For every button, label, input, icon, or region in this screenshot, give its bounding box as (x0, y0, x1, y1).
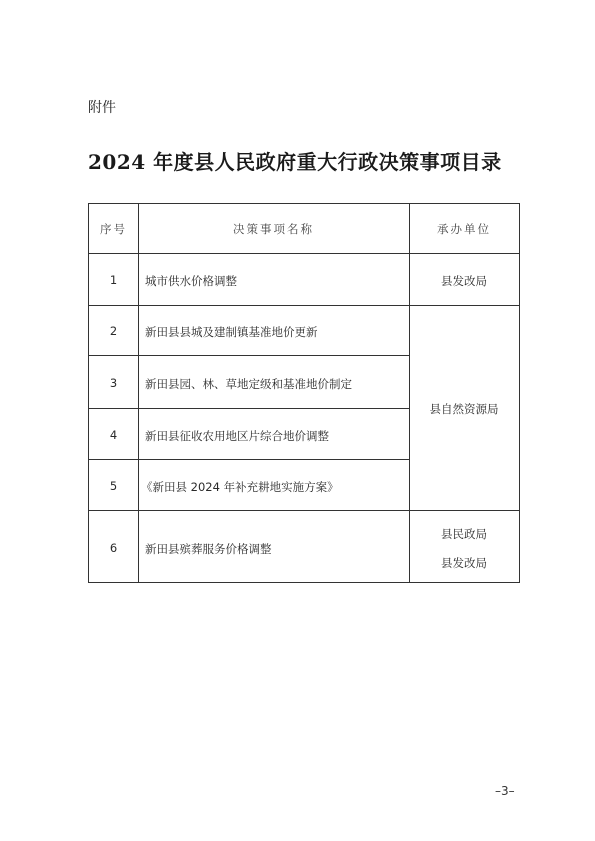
row-4-name: 新田县征收农用地区片综合地价调整 (145, 429, 329, 443)
row-divider-1 (89, 305, 519, 306)
page-number: –3– (495, 784, 515, 798)
row-2-seq: 2 (109, 324, 118, 338)
row-4-seq: 4 (109, 428, 118, 442)
row-6-seq: 6 (109, 541, 118, 555)
header-seq: 序号 (100, 222, 127, 236)
header-name: 决策事项名称 (233, 222, 314, 236)
row-divider-4 (89, 459, 409, 460)
decision-catalog-table (88, 203, 520, 583)
row-6-unit-line-2: 县发改局 (441, 556, 487, 570)
row-6-name: 新田县殡葬服务价格调整 (145, 542, 272, 556)
row-divider-2 (89, 355, 409, 356)
header-unit: 承办单位 (437, 222, 491, 236)
rows-2-5-unit: 县自然资源局 (429, 402, 499, 416)
row-divider-5 (89, 510, 519, 511)
row-6-unit-line-1: 县民政局 (441, 527, 487, 541)
row-2-name: 新田县县城及建制镇基准地价更新 (145, 325, 318, 339)
col-divider-seq (138, 204, 139, 582)
row-5-name: 《新田县 2024 年补充耕地实施方案》 (141, 480, 339, 494)
document-title: 2024 年度县人民政府重大行政决策事项目录 (88, 150, 502, 174)
row-3-name: 新田县园、林、草地定级和基准地价制定 (145, 377, 352, 391)
row-divider-3 (89, 408, 409, 409)
header-divider (89, 253, 519, 254)
attachment-label: 附件 (88, 100, 116, 116)
row-3-seq: 3 (109, 376, 118, 390)
row-1-name: 城市供水价格调整 (145, 274, 237, 288)
row-5-seq: 5 (109, 479, 118, 493)
row-1-seq: 1 (109, 273, 118, 287)
row-1-unit: 县发改局 (441, 274, 487, 288)
